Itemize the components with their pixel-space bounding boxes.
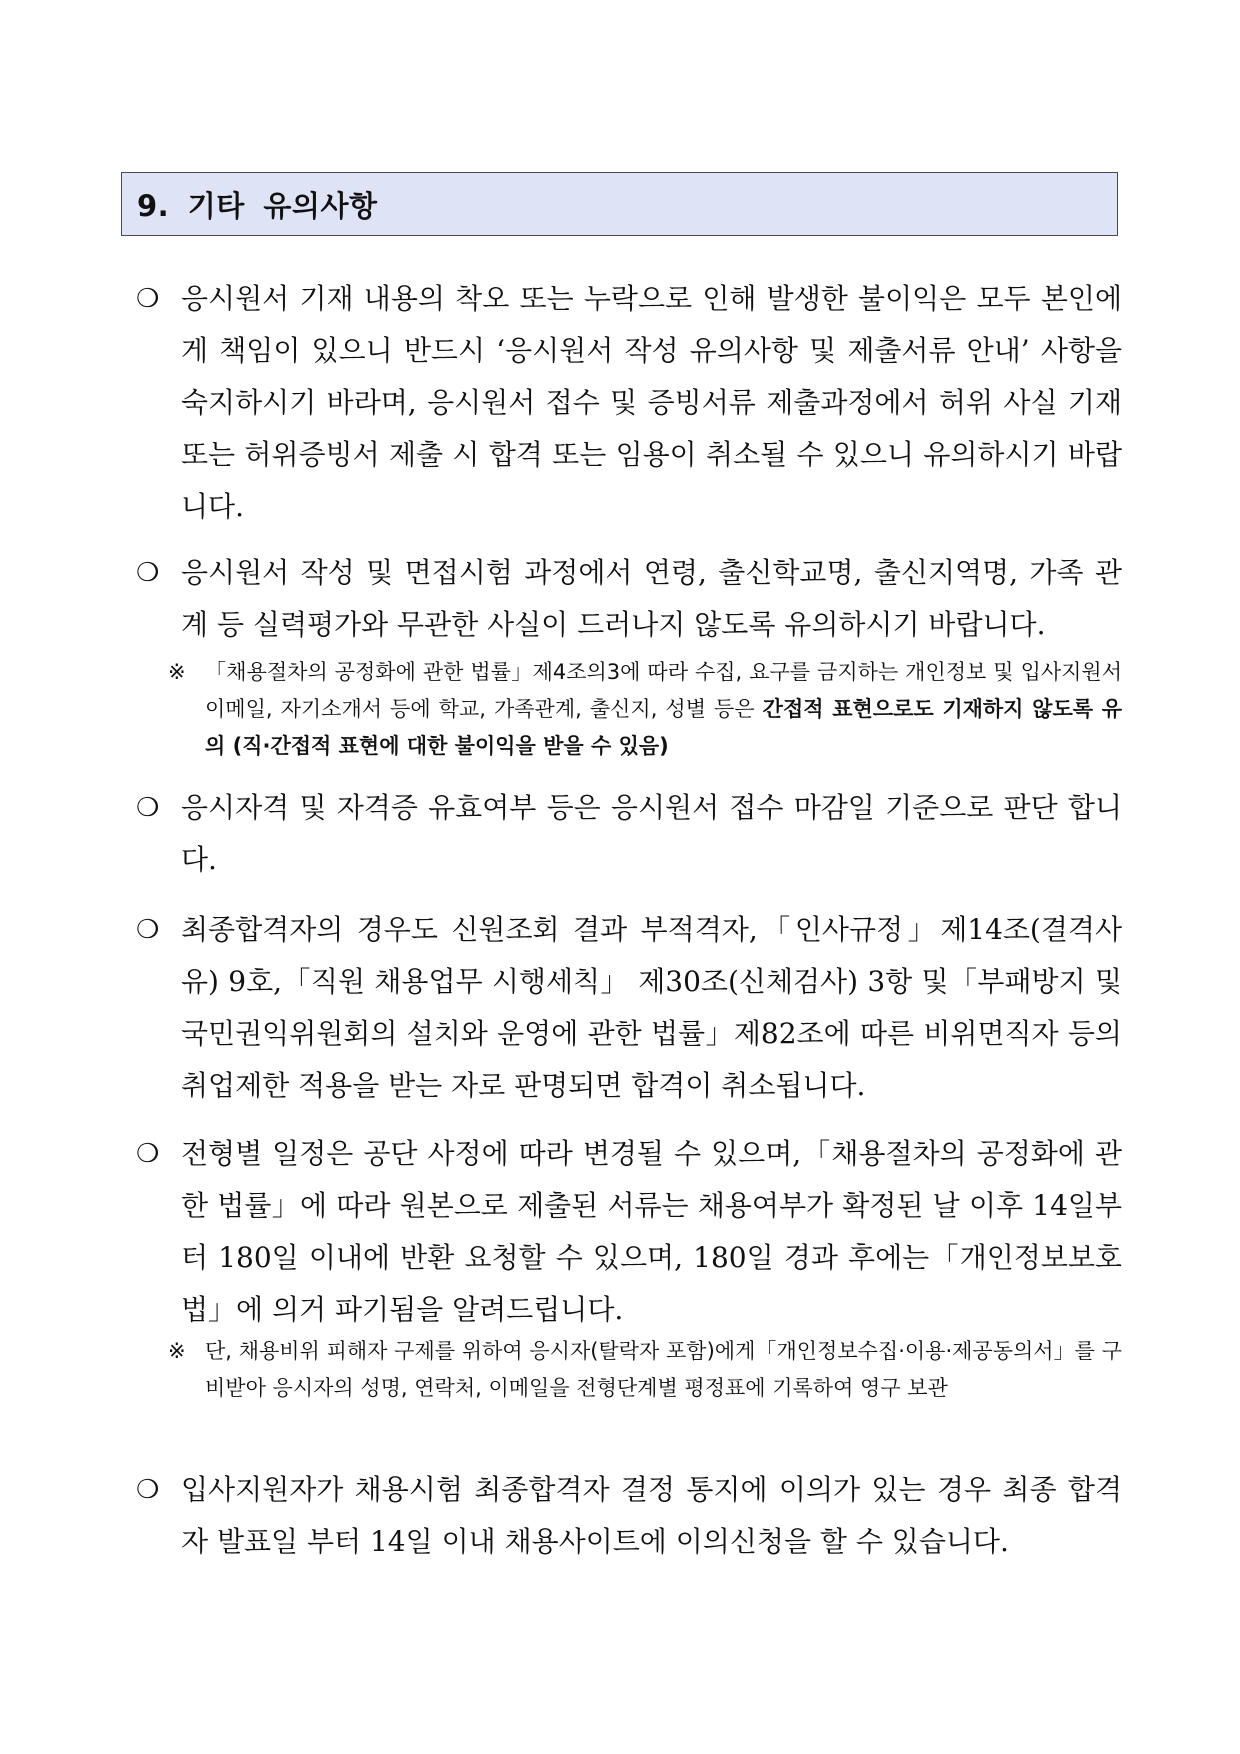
notice-item <box>136 273 1122 533</box>
notice-text: 최종합격자의 경우도 신원조회 결과 부적격자,「인사규정」제14조(결격사유) 9호,「직원 채용업무 시행세칙」 제30조(신체검사) 3항 및「부패방지 및 국민권익위원회의 설치와 운영에 관한 법률」제82조에 따른 비위면직자 등의 취업제한 적용을 받는 자로 판명되면 합격이 취소됩니다. <box>181 913 1122 1102</box>
notice-text: 전형별 일정은 공단 사정에 따라 변경될 수 있으며,「채용절차의 공정화에 관한 법률」에 따라 원본으로 제출된 서류는 채용여부가 확정된 날 이후 14일부터 180일 이내에 반환 요청할 수 있으며, 180일 경과 후에는「개인정보보호법」에 의거 파기됨을 알려드립니다. <box>181 1137 1122 1326</box>
footnote <box>168 1333 1122 1407</box>
bullet-icon: ❍ <box>136 1475 160 1505</box>
footnote <box>168 654 1122 765</box>
notice-text: 입사지원자가 채용시험 최종합격자 결정 통지에 이의가 있는 경우 최종 합격자 발표일 부터 14일 이내 채용사이트에 이의신청을 할 수 있습니다. <box>181 1473 1122 1558</box>
footnote-plain-text: 「채용절차의 공정화에 관한 법률」제4조의3에 따라 수집, 요구를 금지하는 개인정보 및 입사지원서 이메일, 자기소개서 등에 학교, 가족관계, 출신지, 성별 등은 <box>205 660 1122 721</box>
section-header <box>121 172 1118 236</box>
notice-item <box>136 1464 1122 1568</box>
reference-mark-icon: ※ <box>168 1339 186 1363</box>
notice-text: 응시원서 기재 내용의 착오 또는 누락으로 인해 발생한 불이익은 모두 본인에게 책임이 있으니 반드시 ‘응시원서 작성 유의사항 및 제출서류 안내’ 사항을 숙지하시기 바라며, 응시원서 접수 및 증빙서류 제출과정에서 허위 사실 기재 또는 허위증빙서 제출 시 합격 또는 임용이 취소될 수 있으니 유의하시기 바랍니다. <box>181 282 1122 523</box>
notice-item <box>136 1128 1122 1336</box>
bullet-icon: ❍ <box>136 1139 160 1169</box>
bullet-icon: ❍ <box>136 284 160 314</box>
notice-text: 응시원서 작성 및 면접시험 과정에서 연령, 출신학교명, 출신지역명, 가족 관계 등 실력평가와 무관한 사실이 드러나지 않도록 유의하시기 바랍니다. <box>181 556 1122 641</box>
footnote-bold-text: 간접적 표현으로도 기재하지 않도록 유의 (직·간접적 표현에 대한 불이익을 받을 수 있음) <box>205 697 1122 758</box>
notice-item <box>136 782 1122 886</box>
notice-item <box>136 904 1122 1112</box>
section-title: 9. 기타 유의사항 <box>137 188 378 223</box>
footnote-text <box>205 654 1122 765</box>
bullet-icon: ❍ <box>136 793 160 823</box>
reference-mark-icon: ※ <box>168 660 186 684</box>
footnote-text: 단, 채용비위 피해자 구제를 위하여 응시자(탈락자 포함)에게「개인정보수집·이용·제공동의서」를 구비받아 응시자의 성명, 연락처, 이메일을 전형단계별 평정표에 기록하여 영구 보관 <box>205 1339 1122 1400</box>
notice-text: 응시자격 및 자격증 유효여부 등은 응시원서 접수 마감일 기준으로 판단 합니다. <box>181 791 1122 876</box>
notice-item <box>136 547 1122 651</box>
bullet-icon: ❍ <box>136 558 160 588</box>
bullet-icon: ❍ <box>136 915 160 945</box>
